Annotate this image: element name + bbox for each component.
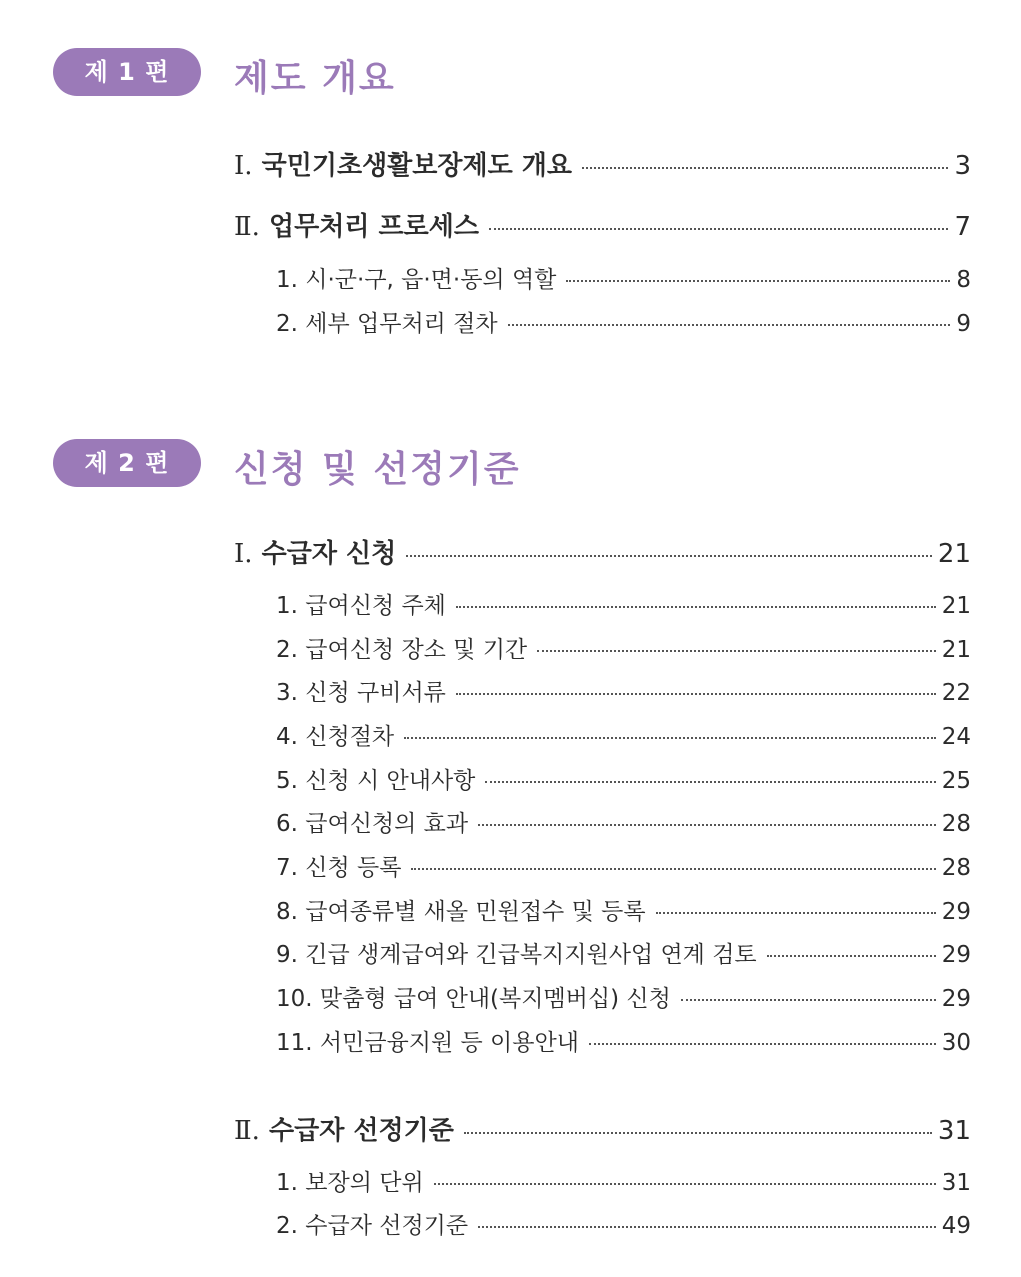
section-number: Ⅰ. [234,151,253,181]
dot-leader [456,693,936,695]
section-number: Ⅱ. [234,1116,260,1146]
dot-leader [582,167,948,169]
section-title: 업무처리 프로세스 [259,212,479,242]
toc-item[interactable] [0,805,1021,838]
item-label: 5. 신청 시 안내사항 [276,768,476,794]
item-label: 2. 세부 업무처리 절차 [276,311,498,337]
item-label: 8. 급여종류별 새올 민원접수 및 등록 [276,899,646,925]
toc-item[interactable] [0,587,1021,620]
page-number: 28 [941,811,971,837]
toc-item[interactable] [0,1164,1021,1197]
section-number: Ⅰ. [234,539,253,569]
page-number: 31 [941,1170,971,1196]
dot-leader [478,824,936,826]
toc-section[interactable] [0,206,1021,243]
toc-item[interactable] [0,980,1021,1013]
section-title: 수급자 신청 [252,539,397,569]
item-label: 1. 시·군·구, 읍·면·동의 역할 [276,267,557,293]
toc-item[interactable] [0,631,1021,664]
toc-item[interactable] [0,674,1021,707]
page-number: 22 [941,680,971,706]
page-number: 9 [956,311,971,337]
dot-leader [404,737,936,739]
part-title: 제도 개요 [234,58,396,99]
item-label: 2. 수급자 선정기준 [276,1213,469,1239]
page-number: 28 [941,855,971,881]
toc-item[interactable] [0,261,1021,294]
toc-section[interactable] [0,1110,1021,1147]
item-label: 10. 맞춤형 급여 안내(복지멤버십) 신청 [276,986,671,1012]
toc-item[interactable] [0,893,1021,926]
page-number: 7 [954,212,971,242]
dot-leader [406,555,932,557]
dot-leader [456,606,936,608]
page-number: 3 [954,151,971,181]
page-number: 25 [941,768,971,794]
toc-item[interactable] [0,849,1021,882]
dot-leader [489,228,948,230]
dot-leader [478,1226,936,1228]
toc-item[interactable] [0,1024,1021,1057]
item-label: 2. 급여신청 장소 및 기간 [276,637,528,663]
toc-section[interactable] [0,145,1021,182]
item-label: 9. 긴급 생계급여와 긴급복지지원사업 연계 검토 [276,942,757,968]
section-title: 수급자 선정기준 [259,1116,454,1146]
page-number: 29 [941,942,971,968]
dot-leader [411,868,935,870]
page-number: 30 [941,1030,971,1056]
item-label: 1. 보장의 단위 [276,1170,424,1196]
toc-item[interactable] [0,718,1021,751]
page-number: 29 [941,986,971,1012]
page-number: 49 [941,1213,971,1239]
dot-leader [656,912,936,914]
item-label: 7. 신청 등록 [276,855,402,881]
item-label: 3. 신청 구비서류 [276,680,446,706]
dot-leader [434,1183,936,1185]
toc-item[interactable] [0,762,1021,795]
item-label: 11. 서민금융지원 등 이용안내 [276,1030,579,1056]
part-badge: 제 2 편 [53,439,201,487]
toc-item[interactable] [0,1207,1021,1240]
page-number: 21 [941,637,971,663]
page-number: 21 [941,593,971,619]
dot-leader [566,280,950,282]
item-label: 1. 급여신청 주체 [276,593,446,619]
page-number: 21 [937,539,971,569]
part-title: 신청 및 선정기준 [234,449,521,490]
page-number: 29 [941,899,971,925]
toc-section[interactable] [0,533,1021,570]
dot-leader [767,955,936,957]
dot-leader [508,324,951,326]
page-number: 31 [937,1116,971,1146]
page-number: 24 [941,724,971,750]
dot-leader [485,781,935,783]
item-label: 6. 급여신청의 효과 [276,811,469,837]
page-number: 8 [956,267,971,293]
dot-leader [537,650,936,652]
toc-item[interactable] [0,305,1021,338]
section-title: 국민기초생활보장제도 개요 [252,151,573,181]
section-number: Ⅱ. [234,212,260,242]
part-badge: 제 1 편 [53,48,201,96]
dot-leader [681,999,936,1001]
item-label: 4. 신청절차 [276,724,395,750]
toc-item[interactable] [0,936,1021,969]
dot-leader [464,1132,932,1134]
dot-leader [589,1043,936,1045]
